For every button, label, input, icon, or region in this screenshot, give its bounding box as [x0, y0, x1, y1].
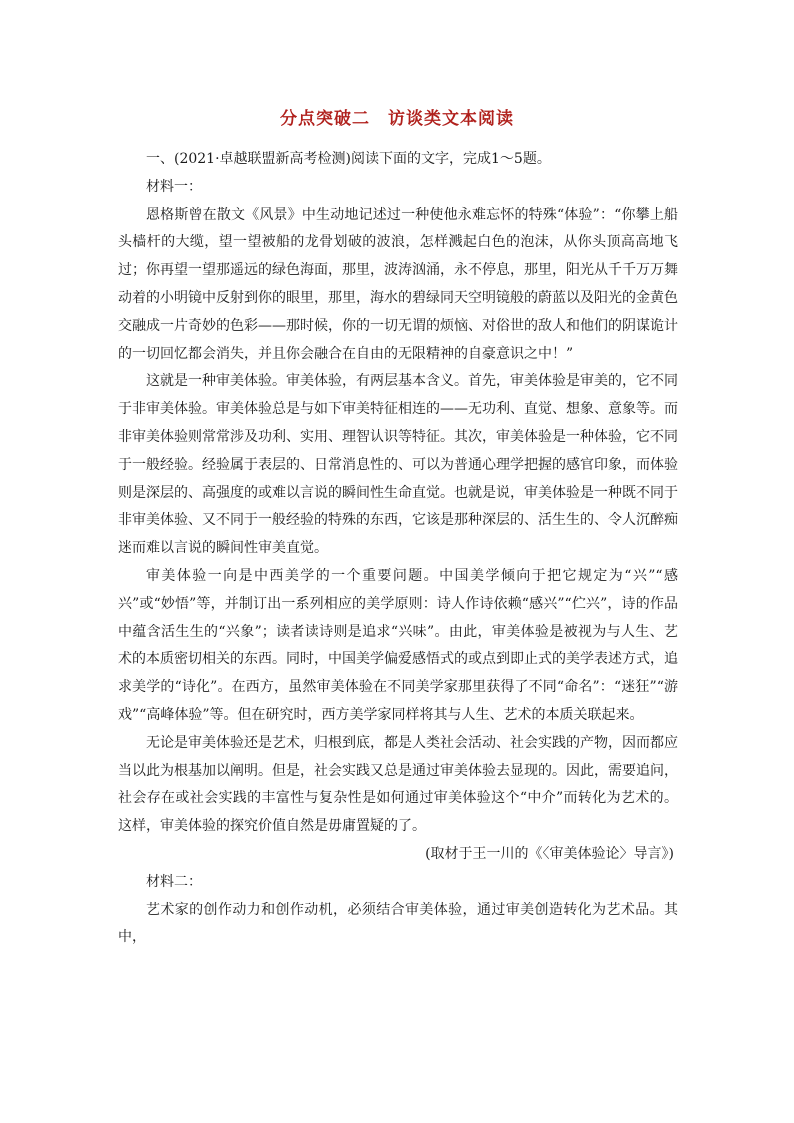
paragraph: 艺术家的创作动力和创作动机，必须结合审美体验，通过审美创造转化为艺术品。其中，	[118, 901, 678, 946]
paragraph: 无论是审美体验还是艺术，归根到底，都是人类社会活动、社会实践的产物，因而都应当以此为根基加以阐明。但是，社会实践又总是通过审美体验去显现的。因此，需要追问，社会存在或社会实践的丰富性与复杂性是如何通过审美体验这个“中介”而转化为艺术的。这样，审美体验的探究价值自然是毋庸置疑的了。	[118, 734, 678, 835]
paragraph: 审美体验一向是中西美学的一个重要问题。中国美学倾向于把它规定为“兴”“感兴”或“妙悟”等，并制订出一系列相应的美学原则：诗人作诗依赖“感兴”“伫兴”，诗的作品中蕴含活生生的“兴象”；读者读诗则是追求“兴味”。由此，审美体验是被视为与人生、艺术的本质密切相关的东西。同时，中国美学偏爱感悟式的或点到即止式的美学表述方式，追求美学的“诗化”。在西方，虽然审美体验在不同美学家那里获得了不同“命名”：“迷狂”“游戏”“高峰体验”等。但在研究时，西方美学家同样将其与人生、艺术的本质关联起来。	[118, 567, 678, 723]
material-two-label: 材料二：	[146, 873, 202, 890]
question-intro: 一、(2021·卓越联盟新高考检测)阅读下面的文字，完成1～5题。	[146, 151, 551, 167]
page-title: 分点突破二 访谈类文本阅读	[280, 109, 514, 129]
document-body	[118, 146, 678, 952]
material-one-label: 材料一：	[146, 178, 202, 195]
paragraph: 恩格斯曾在散文《风景》中生动地记述过一种使他永难忘怀的特殊“体验”：“你攀上船头樯杆的大缆，望一望被船的龙骨划破的波浪，怎样溅起白色的泡沫，从你头顶高高地飞过；你再望一望那遥远的绿色海面，那里，波涛汹涌，永不停息，那里，阳光从千千万万舞动着的小明镜中反射到你的眼里，那里，海水的碧绿同天空明镜般的蔚蓝以及阳光的金黄色交融成一片奇妙的色彩——那时候，你的一切无谓的烦恼、对俗世的敌人和他们的阴谋诡计的一切回忆都会消失，并且你会融合在自由的无限精神的自豪意识之中！”	[118, 206, 678, 362]
source-citation: (取材于王一川的《〈审美体验论〉导言》)	[425, 845, 674, 862]
paragraph: 这就是一种审美体验。审美体验，有两层基本含义。首先，审美体验是审美的，它不同于非审美体验。审美体验总是与如下审美特征相连的——无功利、直觉、想象、意象等。而非审美体验则常常涉及功利、实用、理智认识等特征。其次，审美体验是一种体验，它不同于一般经验。经验属于表层的、日常消息性的、可以为普通心理学把握的感官印象，而体验则是深层的、高强度的或难以言说的瞬间性生命直觉。也就是说，审美体验是一种既不同于非审美体验、又不同于一般经验的特殊的东西，它该是那种深层的、活生生的、令人沉醉痴迷而难以言说的瞬间性审美直觉。	[118, 373, 678, 557]
